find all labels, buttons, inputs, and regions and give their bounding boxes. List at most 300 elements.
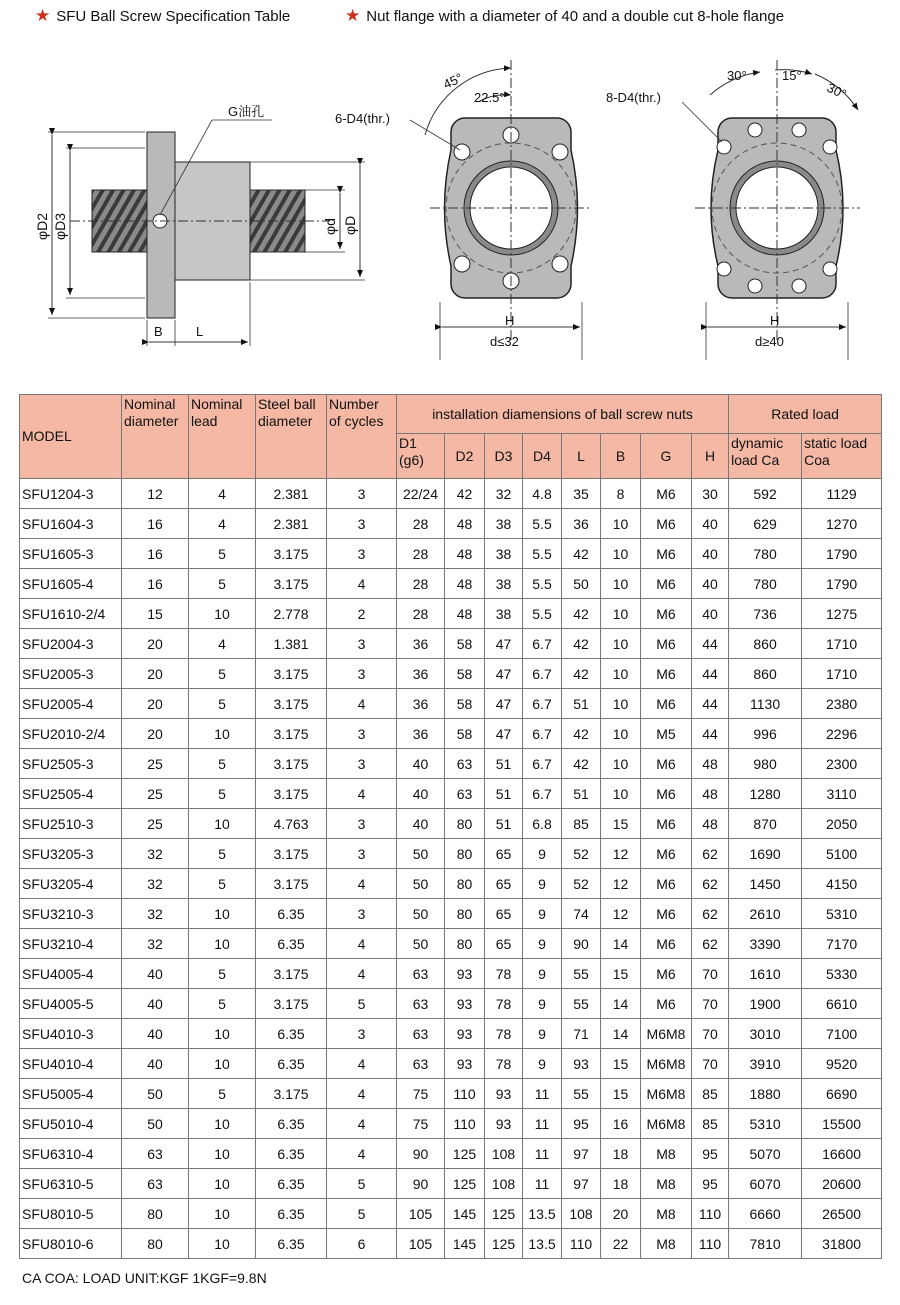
table-cell: 6.35 <box>256 1049 327 1079</box>
table-cell: 5310 <box>729 1109 802 1139</box>
table-cell: 6 <box>327 1229 397 1259</box>
table-cell: 32 <box>122 839 189 869</box>
table-cell: 40 <box>122 959 189 989</box>
table-cell: 5 <box>189 749 256 779</box>
table-cell: 16 <box>122 509 189 539</box>
table-cell: 8 <box>601 479 641 509</box>
table-row <box>20 569 882 599</box>
table-cell: 74 <box>562 899 601 929</box>
model-cell: SFU5005-4 <box>20 1079 122 1109</box>
table-cell: 2.778 <box>256 599 327 629</box>
table-cell: 5 <box>189 959 256 989</box>
model-cell: SFU1610-2/4 <box>20 599 122 629</box>
model-cell: SFU3205-3 <box>20 839 122 869</box>
table-cell: 3 <box>327 719 397 749</box>
table-cell: 4 <box>327 569 397 599</box>
table-cell: 1690 <box>729 839 802 869</box>
table-cell: 3.175 <box>256 839 327 869</box>
table-cell: 42 <box>562 629 601 659</box>
table-cell: 3010 <box>729 1019 802 1049</box>
table-cell: 25 <box>122 779 189 809</box>
table-cell: M6 <box>641 509 692 539</box>
table-cell: 11 <box>523 1139 562 1169</box>
table-cell: 48 <box>445 569 485 599</box>
header-g: G <box>641 434 692 479</box>
table-cell: 6.7 <box>523 689 562 719</box>
table-cell: M8 <box>641 1199 692 1229</box>
table-cell: 97 <box>562 1139 601 1169</box>
table-cell: 4 <box>327 779 397 809</box>
table-cell: 93 <box>485 1109 523 1139</box>
table-cell: 4 <box>327 959 397 989</box>
model-cell: SFU1204-3 <box>20 479 122 509</box>
table-cell: 32 <box>122 869 189 899</box>
table-cell: 80 <box>445 869 485 899</box>
table-row <box>20 719 882 749</box>
table-cell: 11 <box>523 1079 562 1109</box>
table-cell: 78 <box>485 959 523 989</box>
table-cell: 15 <box>122 599 189 629</box>
header-b: B <box>601 434 641 479</box>
table-cell: 10 <box>601 689 641 719</box>
table-cell: 16 <box>122 569 189 599</box>
table-cell: 6.35 <box>256 1019 327 1049</box>
table-cell: 592 <box>729 479 802 509</box>
side-view <box>34 104 365 346</box>
table-cell: 80 <box>122 1229 189 1259</box>
table-cell: 63 <box>397 1049 445 1079</box>
table-cell: 6.35 <box>256 899 327 929</box>
table-cell: 58 <box>445 689 485 719</box>
table-row <box>20 749 882 779</box>
table-cell: M6 <box>641 629 692 659</box>
table-cell: 25 <box>122 809 189 839</box>
table-cell: M8 <box>641 1229 692 1259</box>
table-cell: 5.5 <box>523 599 562 629</box>
table-cell: 62 <box>692 839 729 869</box>
table-cell: 10 <box>189 899 256 929</box>
model-cell: SFU3210-3 <box>20 899 122 929</box>
left-header <box>35 6 290 26</box>
table-cell: 10 <box>189 809 256 839</box>
table-cell: 10 <box>601 719 641 749</box>
table-cell: 5.5 <box>523 539 562 569</box>
table-cell: 93 <box>445 959 485 989</box>
table-cell: 50 <box>397 929 445 959</box>
table-cell: 12 <box>122 479 189 509</box>
table-cell: 10 <box>189 1019 256 1049</box>
table-cell: M6 <box>641 659 692 689</box>
table-cell: 12 <box>601 899 641 929</box>
table-cell: 78 <box>485 1049 523 1079</box>
table-row <box>20 989 882 1019</box>
table-row <box>20 599 882 629</box>
table-cell: M6M8 <box>641 1079 692 1109</box>
table-cell: 3 <box>327 629 397 659</box>
table-cell: 15 <box>601 1079 641 1109</box>
table-row <box>20 1229 882 1259</box>
table-cell: 11 <box>523 1109 562 1139</box>
table-row <box>20 1019 882 1049</box>
table-cell: M6 <box>641 929 692 959</box>
table-cell: 2.381 <box>256 509 327 539</box>
table-cell: 30 <box>692 479 729 509</box>
table-cell: 4 <box>189 509 256 539</box>
table-cell: 1280 <box>729 779 802 809</box>
header-l: L <box>562 434 601 479</box>
table-cell: 50 <box>397 869 445 899</box>
table-cell: 5310 <box>802 899 882 929</box>
table-cell: 6.8 <box>523 809 562 839</box>
model-cell: SFU3210-4 <box>20 929 122 959</box>
table-cell: 9 <box>523 929 562 959</box>
cond-small: d≤32 <box>490 334 519 349</box>
table-cell: M6M8 <box>641 1049 692 1079</box>
model-cell: SFU8010-6 <box>20 1229 122 1259</box>
holes-6-label: 6-D4(thr.) <box>335 111 390 126</box>
table-cell: 6070 <box>729 1169 802 1199</box>
table-cell: 50 <box>122 1079 189 1109</box>
table-cell: 2050 <box>802 809 882 839</box>
table-cell: 20600 <box>802 1169 882 1199</box>
table-cell: 48 <box>692 809 729 839</box>
table-cell: 980 <box>729 749 802 779</box>
table-cell: 108 <box>485 1139 523 1169</box>
header-d1: D1 (g6) <box>397 434 445 479</box>
table-cell: 38 <box>485 539 523 569</box>
table-cell: 9 <box>523 1049 562 1079</box>
table-cell: 2610 <box>729 899 802 929</box>
model-cell: SFU2004-3 <box>20 629 122 659</box>
table-row <box>20 959 882 989</box>
header-nominal-diameter: Nominal diameter <box>122 395 189 479</box>
table-cell: 40 <box>397 809 445 839</box>
table-cell: 42 <box>562 749 601 779</box>
table-cell: M8 <box>641 1139 692 1169</box>
table-cell: 63 <box>397 989 445 1019</box>
table-cell: 5 <box>189 989 256 1019</box>
table-cell: 95 <box>692 1139 729 1169</box>
table-cell: 3.175 <box>256 959 327 989</box>
table-cell: 5070 <box>729 1139 802 1169</box>
table-cell: 31800 <box>802 1229 882 1259</box>
table-cell: 93 <box>445 989 485 1019</box>
model-cell: SFU6310-4 <box>20 1139 122 1169</box>
header-h: H <box>692 434 729 479</box>
table-cell: 65 <box>485 839 523 869</box>
table-cell: 70 <box>692 989 729 1019</box>
table-row <box>20 1049 882 1079</box>
table-cell: 55 <box>562 989 601 1019</box>
table-row <box>20 809 882 839</box>
table-cell: 5100 <box>802 839 882 869</box>
table-cell: 860 <box>729 629 802 659</box>
table-cell: 47 <box>485 629 523 659</box>
header-rated: Rated load <box>729 395 882 434</box>
table-cell: 93 <box>562 1049 601 1079</box>
table-cell: 47 <box>485 659 523 689</box>
header-static: static load Coa <box>802 434 882 479</box>
model-cell: SFU8010-5 <box>20 1199 122 1229</box>
b-label: B <box>154 324 163 339</box>
table-cell: 3 <box>327 809 397 839</box>
table-cell: 28 <box>397 539 445 569</box>
table-cell: 6.35 <box>256 1229 327 1259</box>
table-cell: M6M8 <box>641 1019 692 1049</box>
table-cell: 10 <box>189 1199 256 1229</box>
angle-15: 15° <box>782 68 802 83</box>
table-cell: 32 <box>485 479 523 509</box>
table-row <box>20 779 882 809</box>
table-cell: 4 <box>327 689 397 719</box>
table-cell: 85 <box>692 1079 729 1109</box>
table-cell: 6690 <box>802 1079 882 1109</box>
table-cell: 13.5 <box>523 1199 562 1229</box>
table-cell: 42 <box>562 539 601 569</box>
table-cell: 4 <box>327 1079 397 1109</box>
table-cell: 3390 <box>729 929 802 959</box>
table-cell: 70 <box>692 1019 729 1049</box>
table-cell: 26500 <box>802 1199 882 1229</box>
table-cell: 25 <box>122 749 189 779</box>
table-cell: 10 <box>189 1049 256 1079</box>
table-cell: 4 <box>189 629 256 659</box>
table-cell: M6M8 <box>641 1109 692 1139</box>
table-row <box>20 1079 882 1109</box>
d-label: φd <box>322 218 338 235</box>
table-cell: 10 <box>601 569 641 599</box>
table-cell: 63 <box>397 959 445 989</box>
table-cell: 38 <box>485 569 523 599</box>
table-cell: 3.175 <box>256 659 327 689</box>
table-cell: 40 <box>692 569 729 599</box>
table-cell: 1129 <box>802 479 882 509</box>
table-cell: 22 <box>601 1229 641 1259</box>
table-cell: 110 <box>692 1229 729 1259</box>
table-cell: 12 <box>601 839 641 869</box>
table-cell: 105 <box>397 1199 445 1229</box>
table-cell: 1130 <box>729 689 802 719</box>
table-cell: 6660 <box>729 1199 802 1229</box>
table-row <box>20 659 882 689</box>
header-install: installation diamensions of ball screw nuts <box>397 395 729 434</box>
table-cell: 15 <box>601 809 641 839</box>
model-cell: SFU2510-3 <box>20 809 122 839</box>
table-cell: 9 <box>523 899 562 929</box>
table-row <box>20 539 882 569</box>
table-cell: 1710 <box>802 659 882 689</box>
table-cell: 20 <box>122 719 189 749</box>
table-cell: 20 <box>601 1199 641 1229</box>
table-cell: 110 <box>562 1229 601 1259</box>
table-row <box>20 1199 882 1229</box>
table-cell: 10 <box>601 629 641 659</box>
table-cell: 3 <box>327 749 397 779</box>
table-cell: 93 <box>445 1019 485 1049</box>
table-cell: 51 <box>562 779 601 809</box>
table-cell: 9 <box>523 989 562 1019</box>
model-cell: SFU2505-4 <box>20 779 122 809</box>
table-cell: 3 <box>327 1019 397 1049</box>
table-cell: 5.5 <box>523 509 562 539</box>
table-cell: 40 <box>122 989 189 1019</box>
table-cell: 14 <box>601 929 641 959</box>
table-cell: 10 <box>189 599 256 629</box>
table-cell: 6.7 <box>523 629 562 659</box>
table-cell: 62 <box>692 899 729 929</box>
table-cell: 48 <box>445 539 485 569</box>
table-cell: 4.763 <box>256 809 327 839</box>
table-cell: M8 <box>641 1169 692 1199</box>
table-cell: 108 <box>562 1199 601 1229</box>
table-cell: M6 <box>641 599 692 629</box>
table-cell: 62 <box>692 929 729 959</box>
table-cell: 13.5 <box>523 1229 562 1259</box>
table-cell: 1790 <box>802 569 882 599</box>
table-cell: 860 <box>729 659 802 689</box>
table-cell: 1275 <box>802 599 882 629</box>
model-cell: SFU2005-4 <box>20 689 122 719</box>
table-cell: 85 <box>562 809 601 839</box>
table-cell: 51 <box>485 779 523 809</box>
table-cell: 108 <box>485 1169 523 1199</box>
table-cell: M6 <box>641 539 692 569</box>
table-cell: 3 <box>327 659 397 689</box>
right-header-title: Nut flange with a diameter of 40 and a double cut 8-hole flange <box>366 8 785 25</box>
table-cell: 95 <box>692 1169 729 1199</box>
table-cell: 3.175 <box>256 989 327 1019</box>
table-cell: 125 <box>485 1229 523 1259</box>
model-cell: SFU4005-5 <box>20 989 122 1019</box>
table-cell: 12 <box>601 869 641 899</box>
table-row <box>20 869 882 899</box>
h-label-small: H <box>505 313 515 328</box>
table-cell: 2300 <box>802 749 882 779</box>
table-cell: M6 <box>641 779 692 809</box>
table-cell: 1270 <box>802 509 882 539</box>
table-cell: 3.175 <box>256 1079 327 1109</box>
table-cell: 10 <box>601 599 641 629</box>
table-cell: 3110 <box>802 779 882 809</box>
d2-label: φD2 <box>34 213 50 240</box>
table-cell: 10 <box>189 1229 256 1259</box>
table-cell: 6.35 <box>256 929 327 959</box>
table-cell: 3.175 <box>256 779 327 809</box>
table-cell: 97 <box>562 1169 601 1199</box>
table-cell: M6 <box>641 869 692 899</box>
table-cell: 80 <box>445 899 485 929</box>
header-d2: D2 <box>445 434 485 479</box>
table-row <box>20 899 882 929</box>
table-cell: 780 <box>729 569 802 599</box>
table-cell: 6.7 <box>523 719 562 749</box>
table-cell: 125 <box>485 1199 523 1229</box>
model-cell: SFU1605-4 <box>20 569 122 599</box>
table-row <box>20 479 882 509</box>
table-cell: 3.175 <box>256 569 327 599</box>
model-cell: SFU3205-4 <box>20 869 122 899</box>
table-cell: 18 <box>601 1139 641 1169</box>
table-cell: 65 <box>485 869 523 899</box>
table-cell: 50 <box>397 899 445 929</box>
table-cell: 3 <box>327 539 397 569</box>
table-cell: 6.7 <box>523 659 562 689</box>
table-cell: 40 <box>692 539 729 569</box>
table-cell: 32 <box>122 929 189 959</box>
table-cell: 63 <box>445 749 485 779</box>
table-cell: 15 <box>601 1049 641 1079</box>
header-dynamic: dynamic load Ca <box>729 434 802 479</box>
table-cell: 70 <box>692 1049 729 1079</box>
model-cell: SFU4010-3 <box>20 1019 122 1049</box>
flange-view-large <box>606 60 860 360</box>
table-cell: 85 <box>692 1109 729 1139</box>
table-cell: 6.35 <box>256 1139 327 1169</box>
header-nominal-lead: Nominal lead <box>189 395 256 479</box>
table-cell: 5 <box>189 839 256 869</box>
table-cell: 93 <box>485 1079 523 1109</box>
table-cell: 3.175 <box>256 719 327 749</box>
table-cell: 58 <box>445 629 485 659</box>
table-cell: 14 <box>601 1019 641 1049</box>
table-cell: 40 <box>122 1019 189 1049</box>
table-cell: 9 <box>523 1019 562 1049</box>
table-cell: 2 <box>327 599 397 629</box>
table-cell: 4 <box>327 929 397 959</box>
table-row <box>20 839 882 869</box>
table-cell: 1710 <box>802 629 882 659</box>
table-cell: 40 <box>122 1049 189 1079</box>
table-cell: 5 <box>327 1169 397 1199</box>
table-cell: 10 <box>189 719 256 749</box>
table-cell: 5 <box>189 689 256 719</box>
table-cell: 63 <box>122 1139 189 1169</box>
table-cell: 6.35 <box>256 1169 327 1199</box>
table-cell: 80 <box>445 929 485 959</box>
table-cell: 80 <box>445 839 485 869</box>
table-cell: 90 <box>397 1139 445 1169</box>
model-cell: SFU1604-3 <box>20 509 122 539</box>
table-cell: 3.175 <box>256 539 327 569</box>
table-cell: 28 <box>397 509 445 539</box>
table-cell: 110 <box>692 1199 729 1229</box>
table-cell: 1900 <box>729 989 802 1019</box>
table-cell: 6.7 <box>523 779 562 809</box>
table-cell: 145 <box>445 1199 485 1229</box>
table-cell: 50 <box>562 569 601 599</box>
table-cell: 40 <box>692 509 729 539</box>
table-cell: 51 <box>485 749 523 779</box>
table-cell: 10 <box>189 929 256 959</box>
table-cell: 15 <box>601 959 641 989</box>
table-cell: 36 <box>397 629 445 659</box>
holes-8-label: 8-D4(thr.) <box>606 90 661 105</box>
table-cell: 51 <box>562 689 601 719</box>
table-cell: 55 <box>562 1079 601 1109</box>
table-cell: 9 <box>523 869 562 899</box>
table-cell: 9 <box>523 959 562 989</box>
star-icon: ★ <box>35 6 51 25</box>
table-cell: 32 <box>122 899 189 929</box>
table-cell: M6 <box>641 959 692 989</box>
table-cell: 28 <box>397 599 445 629</box>
table-cell: 20 <box>122 659 189 689</box>
table-cell: 4 <box>327 1139 397 1169</box>
table-cell: 10 <box>189 1109 256 1139</box>
table-cell: M6 <box>641 839 692 869</box>
table-cell: 55 <box>562 959 601 989</box>
table-cell: 42 <box>562 719 601 749</box>
